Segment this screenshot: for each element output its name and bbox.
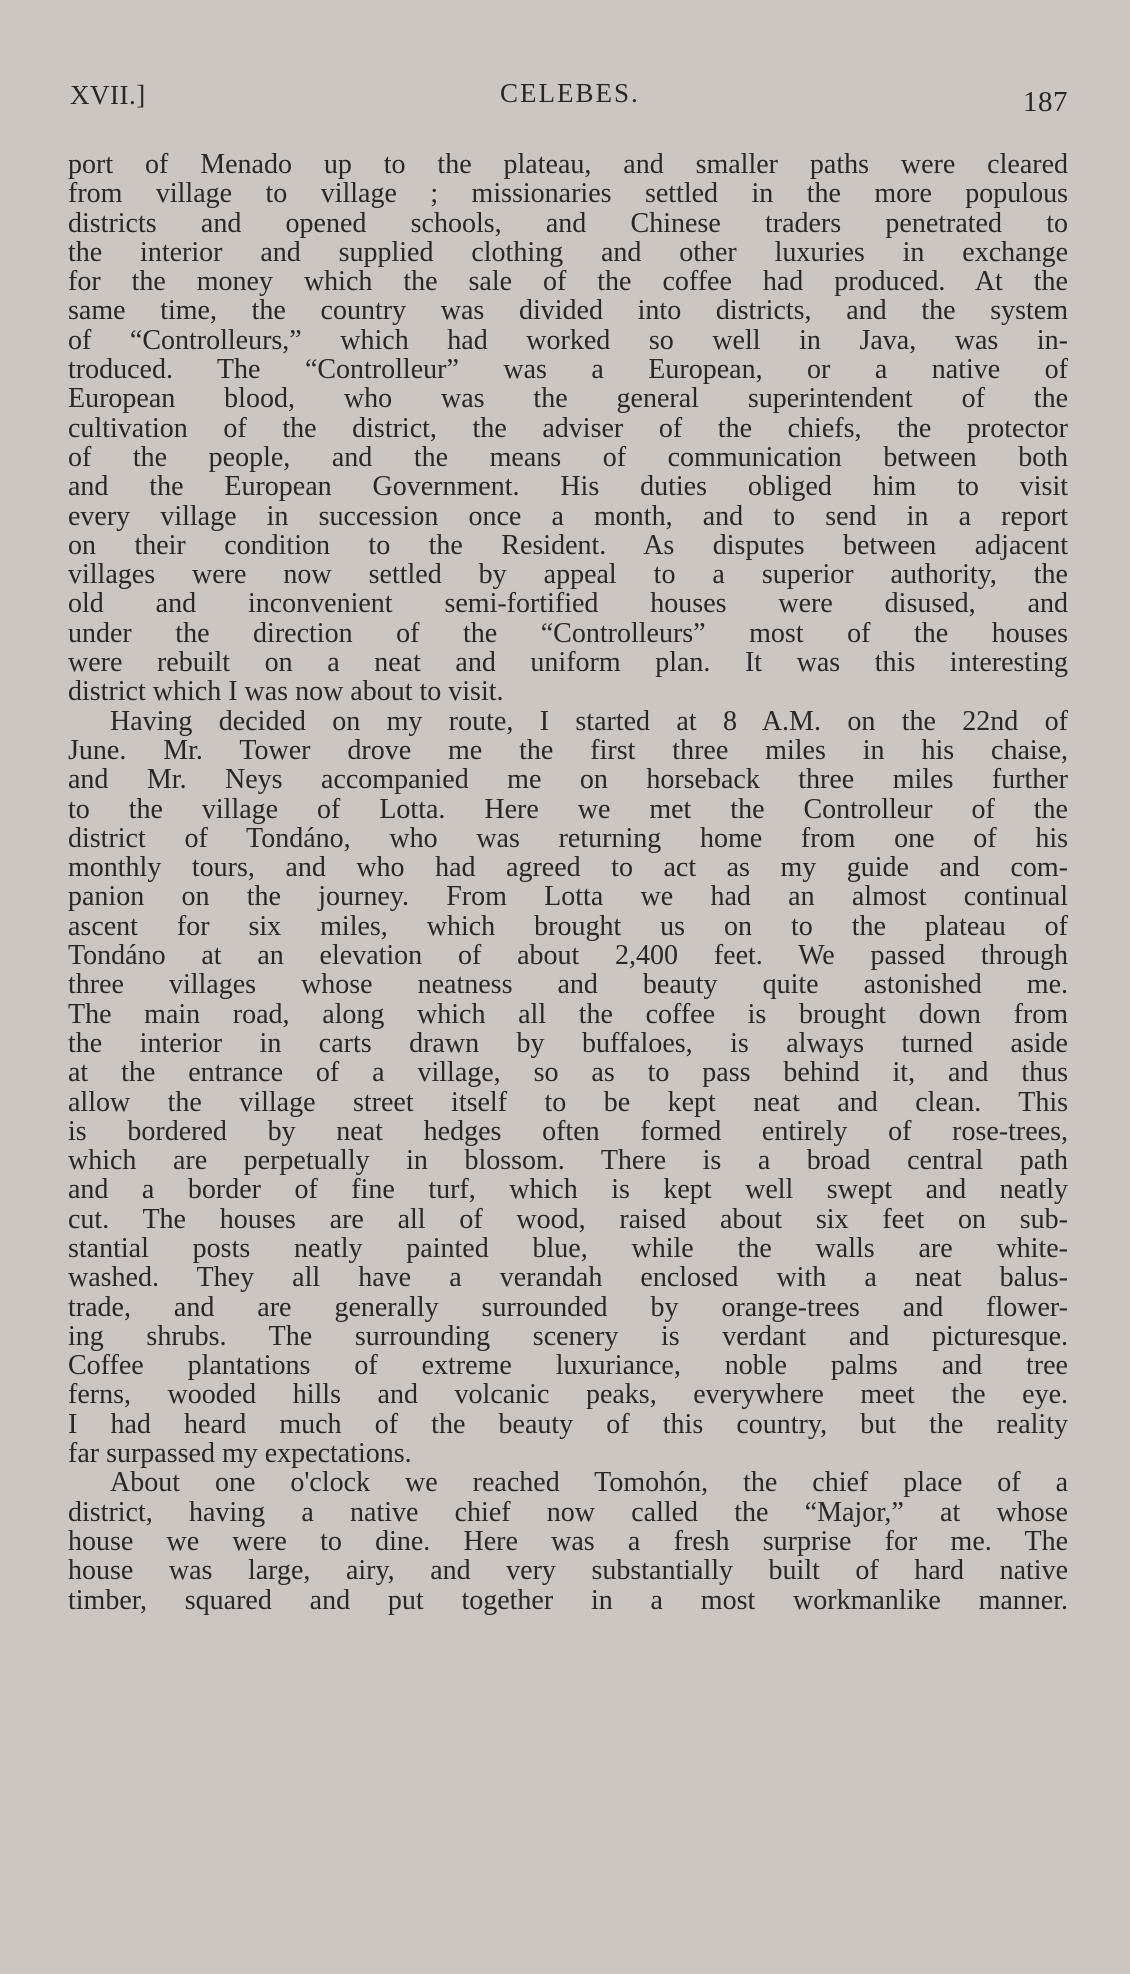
text-line: cut. The houses are all of wood, raised about six feet on sub-: [68, 1203, 1068, 1235]
text-line: and Mr. Neys accompanied me on horseback three miles further: [68, 764, 1068, 796]
text-line: ferns, wooded hills and volcanic peaks, everywhere meet the eye.: [68, 1379, 1068, 1411]
text-line: allow the village street itself to be kept neat and clean. This: [68, 1086, 1068, 1118]
text-line: which are perpetually in blossom. There is a broad central path: [68, 1145, 1068, 1177]
text-line: panion on the journey. From Lotta we had an almost continual: [68, 881, 1068, 913]
text-line: of “Controlleurs,” which had worked so well in Java, was in-: [68, 324, 1068, 356]
running-header: [70, 70, 1068, 120]
text-line: ing shrubs. The surrounding scenery is verdant and picturesque.: [68, 1320, 1068, 1352]
text-line: is bordered by neat hedges often formed entirely of rose-trees,: [68, 1115, 1068, 1147]
text-line: and a border of fine turf, which is kept well swept and neatly: [68, 1174, 1068, 1206]
text-line: troduced. The “Controlleur” was a European, or a native of: [68, 354, 1068, 386]
text-line: the interior and supplied clothing and other luxuries in exchange: [68, 236, 1068, 268]
text-line: ascent for six miles, which brought us on to the plateau of: [68, 910, 1068, 942]
text-line: villages were now settled by appeal to a superior authority, the: [68, 559, 1068, 591]
text-line: district, having a native chief now called the “Major,” at whose: [68, 1496, 1068, 1528]
text-line: house we were to dine. Here was a fresh surprise for me. The: [68, 1525, 1068, 1557]
text-line: I had heard much of the beauty of this country, but the reality: [68, 1408, 1068, 1440]
text-line: same time, the country was divided into districts, and the system: [68, 295, 1068, 327]
text-line: monthly tours, and who had agreed to act as my guide and com-: [68, 852, 1068, 884]
text-line: for the money which the sale of the coffee had produced. At the: [68, 266, 1068, 298]
text-line: timber, squared and put together in a most workmanlike manner.: [68, 1584, 1068, 1616]
text-line: at the entrance of a village, so as to pass behind it, and thus: [68, 1057, 1068, 1089]
text-line: the interior in carts drawn by buffaloes, is always turned aside: [68, 1027, 1068, 1059]
text-line: The main road, along which all the coffee is brought down from: [68, 998, 1068, 1030]
text-line: trade, and are generally surrounded by orange-trees and flower-: [68, 1291, 1068, 1323]
text-line: to the village of Lotta. Here we met the Controlleur of the: [68, 793, 1068, 825]
text-line: district which I was now about to visit.: [68, 676, 504, 708]
text-line: on their condition to the Resident. As disputes between adjacent: [68, 529, 1068, 561]
text-line: European blood, who was the general superintendent of the: [68, 383, 1068, 415]
text-line: washed. They all have a verandah enclosed with a neat balus-: [68, 1262, 1068, 1294]
text-line: under the direction of the “Controlleurs” most of the houses: [68, 617, 1068, 649]
text-line: of the people, and the means of communication between both: [68, 441, 1068, 473]
text-line: far surpassed my expectations.: [68, 1438, 412, 1470]
text-line: house was large, airy, and very substantially built of hard native: [68, 1555, 1068, 1587]
page-title: CELEBES.: [500, 78, 640, 108]
text-line: stantial posts neatly painted blue, while the walls are white-: [68, 1232, 1068, 1264]
text-line: were rebuilt on a neat and uniform plan. It was this interesting: [68, 647, 1068, 679]
text-line: district of Tondáno, who was returning home from one of his: [68, 822, 1068, 854]
text-line: Coffee plantations of extreme luxuriance, noble palms and tree: [68, 1350, 1068, 1382]
text-line: June. Mr. Tower drove me the first three miles in his chaise,: [68, 734, 1068, 766]
text-line: cultivation of the district, the adviser of the chiefs, the protector: [68, 412, 1068, 444]
chapter-number: XVII.]: [70, 80, 146, 110]
text-line: three villages whose neatness and beauty quite astonished me.: [68, 969, 1068, 1001]
text-line: every village in succession once a month, and to send in a report: [68, 500, 1068, 532]
text-line: and the European Government. His duties obliged him to visit: [68, 471, 1068, 503]
page-number: 187: [1023, 86, 1068, 118]
text-line: port of Menado up to the plateau, and smaller paths were cleared: [68, 149, 1068, 180]
text-line: Tondáno at an elevation of about 2,400 feet. We passed through: [68, 940, 1068, 972]
text-line: from village to village ; missionaries settled in the more populous: [68, 178, 1068, 210]
body-text: [68, 150, 1068, 1615]
text-line: About one o'clock we reached Tomohón, the chief place of a: [110, 1467, 1068, 1499]
text-line: districts and opened schools, and Chinese traders penetrated to: [68, 207, 1068, 239]
text-line: Having decided on my route, I started at 8 A.M. on the 22nd of: [110, 705, 1068, 737]
text-line: old and inconvenient semi-fortified houses were disused, and: [68, 588, 1068, 620]
